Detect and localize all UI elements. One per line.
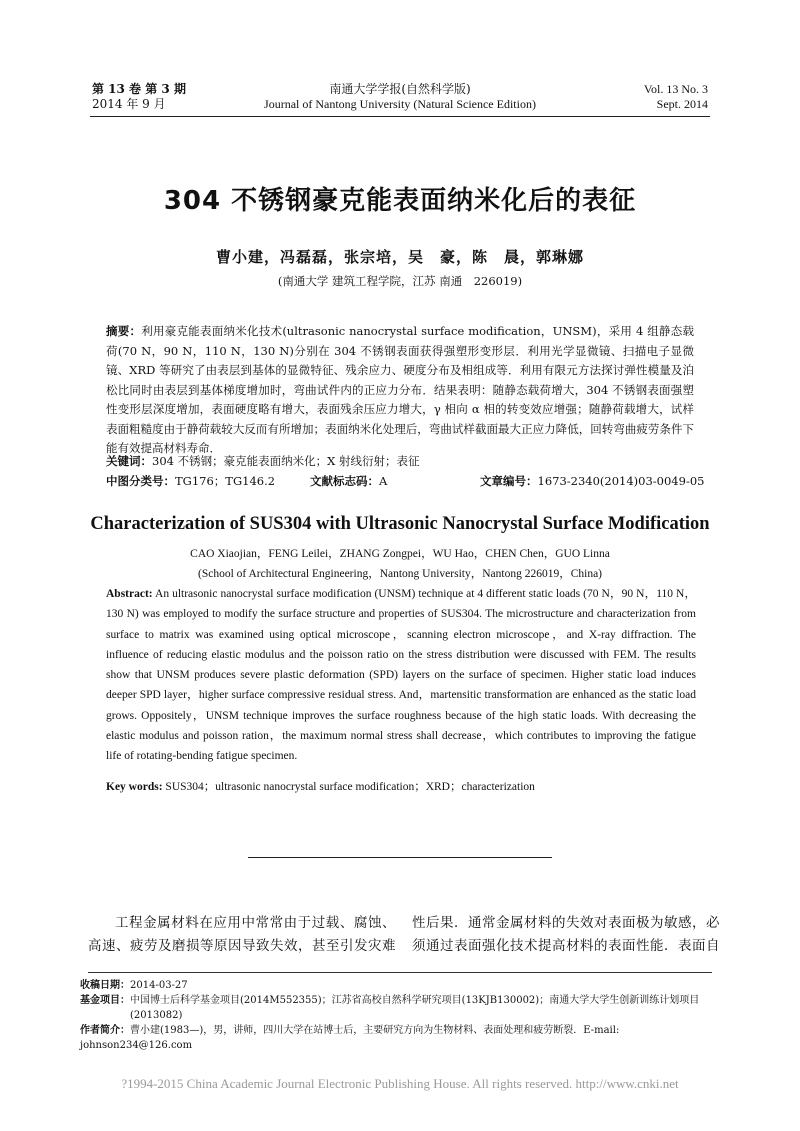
clc-number: 中图分类号：TG176；TG146.2 <box>106 474 276 488</box>
article-number: 文章编号：1673-2340(2014)03-0049-05 <box>480 474 705 488</box>
keywords-zh-text: 304 不锈钢；豪克能表面纳米化；X 射线衍射；表征 <box>152 454 420 468</box>
keywords-en-label: Key words: <box>106 781 163 793</box>
abstract-zh-label: 摘要： <box>106 324 142 338</box>
header-rule <box>90 116 710 117</box>
header-journal <box>250 82 550 112</box>
keywords-zh-label: 关键词： <box>106 454 152 468</box>
abstract-en <box>106 584 696 767</box>
body-column-right: 性后果．通常金属材料的失效对表面极为敏感，必须通过表面强化技术提高材料的表面性能．表面自 <box>412 915 720 954</box>
header-volume-en: Vol. 13 No. 3 <box>643 82 708 96</box>
section-divider <box>248 857 552 858</box>
abstract-en-label: Abstract: <box>106 588 153 600</box>
affiliation-zh: (南通大学 建筑工程学院，江苏 南通 226019) <box>277 274 523 288</box>
title-zh: 304 不锈钢豪克能表面纳米化后的表征 <box>163 186 637 216</box>
abstract-zh-text: 利用豪克能表面纳米化技术(ultrasonic nanocrystal surface modification，UNSM)，采用 4 组静态载荷(70 N，90 N，110 N，130 N)分别在 304 不锈钢表面获得强塑形变形层．利用光学显微镜、扫描电子显微镜、XRD 等研究了由表层到基体的显微特征、残余应力、硬度分布及相组成等．利用有限元方法探讨弹性模量及泊松比同时由表层到基体梯度增加时，弯曲试件内的正应力分布．结果表明：随静态载荷增大，304 不锈钢表面强塑性变形层深度增加，表面硬度略有增大，表面残余压应力增大，γ 相向 α 相的转变效应增强；随静荷载增大，试样表面粗糙度由于静荷载较大反而有所增加；表面纳米化处理后，弯曲试样截面最大正应力降低，回转弯曲疲劳条件下能有效提高材料寿命． <box>106 324 694 455</box>
keywords-en-text: SUS304；ultrasonic nanocrystal surface modification；XRD；characterization <box>162 781 535 793</box>
header-date-zh: 2014 年 9 月 <box>92 97 166 111</box>
header-journal-zh: 南通大学学报(自然科学版) <box>329 82 471 96</box>
authors-zh: 曹小建，冯磊磊，张宗培，吴 豪，陈 晨，郭琳娜 <box>215 248 584 266</box>
title-en: Characterization of SUS304 with Ultrasonic Nanocrystal Surface Modification <box>90 514 710 534</box>
authors-en: CAO Xiaojian，FENG Leilei，ZHANG Zongpei，WU Hao，CHEN Chen，GUO Linna <box>190 548 610 560</box>
header-date-en: Sept. 2014 <box>656 97 708 111</box>
document-code: 文献标志码：A <box>310 474 388 488</box>
affiliation-en: (School of Architectural Engineering，Nantong University，Nantong 226019，China) <box>197 568 603 580</box>
footnote-received: 收稿日期：2014-03-27 <box>80 980 188 991</box>
copyright-footer: ?1994-2015 China Academic Journal Electronic Publishing House. All rights reserved. http://www.cnki.net <box>121 1076 679 1091</box>
footnote-author: 作者简介：曹小建(1983—)，男，讲师，四川大学在站博士后，主要研究方向为生物材料、表面处理和疲劳断裂．E-mail: johnson234@126.com <box>80 1025 620 1051</box>
header-volume-zh: 第 13 卷 第 3 期 <box>92 82 186 96</box>
keywords-en <box>106 779 696 795</box>
abstract-en-text: An ultrasonic nanocrystal surface modification (UNSM) technique at 4 different static loads (70 N，90 N，110 N，130 N) was employed to modify the surface structure and properties of SUS304. The microstructure and characterization from surface to matrix was examined using optical microscope，scanning electron microscope，and X-ray diffraction. The influence of reducing elastic modulus and the poisson ratio on the stress distribution were discussed with FEM. The results show that UNSM produces severe plastic deformation (SPD) layers on the surface of specimen. Higher static load induces deeper SPD layer，higher surface compressive residual stress. And，martensitic transformation are enhanced as the static load grows. Oppositely，UNSM technique improves the surface roughness because of the high static loads. With decreasing the elastic modulus and poisson ration，the maximum normal stress shall decrease，which contributes to improving the fatigue life of rotating-bending fatigue specimen. <box>106 588 696 763</box>
keywords-zh <box>106 453 694 469</box>
footnote-rule <box>88 972 712 973</box>
footnote-fund: 基金项目：中国博士后科学基金项目(2014M552355)；江苏省高校自然科学研究项目(13KJB130002)；南通大学大学生创新训练计划项目(2013082) <box>80 995 700 1021</box>
header-journal-en: Journal of Nantong University (Natural Science Edition) <box>264 97 536 111</box>
header-issue <box>92 82 186 112</box>
footnotes <box>80 978 716 1053</box>
header-volume <box>644 82 708 112</box>
body-column-left: 工程金属材料在应用中常常由于过载、腐蚀、高速、疲劳及磨损等原因导致失效，甚至引发灾难 <box>88 915 396 954</box>
abstract-zh <box>106 322 694 459</box>
